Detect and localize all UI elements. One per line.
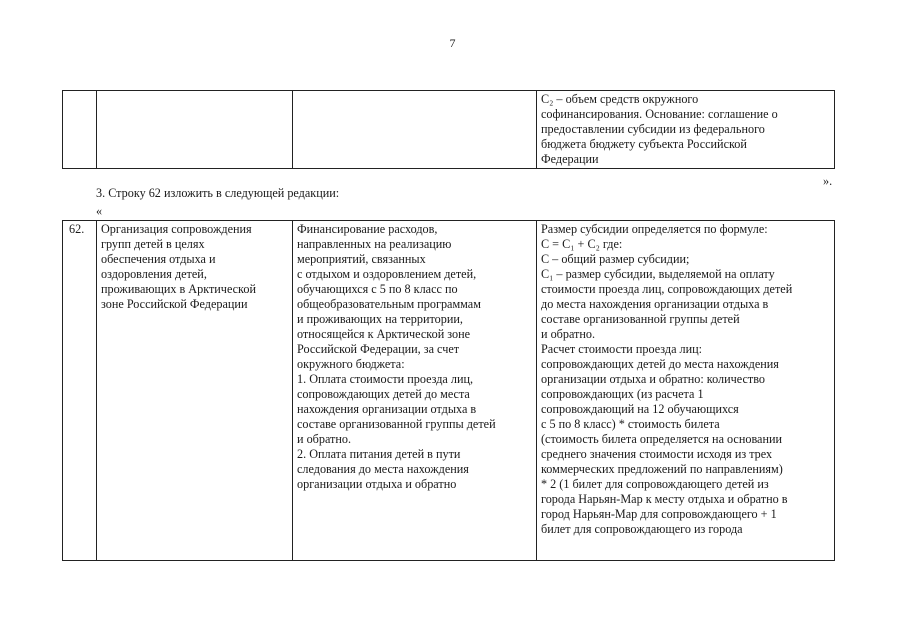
instruction-text: 3. Строку 62 изложить в следующей редакции:: [96, 186, 340, 200]
text-line: 2. Оплата питания детей в пути: [297, 447, 461, 461]
text-line: с отдыхом и оздоровлением детей,: [297, 267, 477, 281]
text-line: предоставлении субсидии из федерального: [541, 122, 765, 136]
text-line: организации отдыха и обратно: [297, 477, 457, 491]
closing-quote: ».: [823, 174, 833, 188]
table-row: [63, 221, 835, 561]
text-line: нахождения организации отдыха в: [297, 402, 477, 416]
cell-name: [97, 91, 293, 169]
text-line: С – общий размер субсидии;: [541, 252, 690, 266]
text-line: Размер субсидии определяется по формуле:: [541, 222, 768, 236]
text-line: сопровождающий на 12 обучающихся: [541, 402, 739, 416]
text-line: (стоимость билета определяется на основании: [541, 432, 783, 446]
text-line: относящейся к Арктической зоне: [297, 327, 471, 341]
text-line: Организация сопровождения: [101, 222, 252, 236]
text-line: мероприятий, связанных: [297, 252, 426, 266]
text-line: Расчет стоимости проезда лиц:: [541, 342, 703, 356]
text-line: сопровождающих детей до места: [297, 387, 470, 401]
text-line: города Нарьян-Мар к месту отдыха и обратно в: [541, 492, 788, 506]
text-line: и обратно.: [297, 432, 352, 446]
text-line: зоне Российской Федерации: [101, 297, 248, 311]
cell-description: [293, 221, 537, 561]
text-line: С₁ – размер субсидии, выделяемой на оплату: [541, 267, 775, 281]
continuation-table: [62, 90, 835, 169]
text-line: софинансирования. Основание: соглашение о: [541, 107, 778, 121]
text-line: среднего значения стоимости исходя из трех: [541, 447, 773, 461]
cell-number: 62.: [63, 221, 97, 561]
text-line: * 2 (1 билет для сопровождающего детей из: [541, 477, 769, 491]
text-line: билет для сопровождающего из города: [541, 522, 743, 536]
table-row: [63, 91, 835, 169]
text-line: и проживающих на территории,: [297, 312, 463, 326]
text-line: и обратно.: [541, 327, 596, 341]
text-line: Российской Федерации, за счет: [297, 342, 460, 356]
text-line: направленных на реализацию: [297, 237, 452, 251]
text-line: составе организованной группы детей: [297, 417, 496, 431]
text-line: 1. Оплата стоимости проезда лиц,: [297, 372, 474, 386]
text-line: следования до места нахождения: [297, 462, 469, 476]
cell-name: [97, 221, 293, 561]
text-line: обеспечения отдыха и: [101, 252, 216, 266]
text-line: групп детей в целях: [101, 237, 205, 251]
text-line: коммерческих предложений по направлениям): [541, 462, 783, 476]
opening-quote: «: [96, 204, 103, 218]
text-line: с 5 по 8 класс) * стоимость билета: [541, 417, 720, 431]
text-line: Финансирование расходов,: [297, 222, 438, 236]
text-line: окружного бюджета:: [297, 357, 405, 371]
text-line: обучающихся с 5 по 8 класс по: [297, 282, 458, 296]
text-line: Федерации: [541, 152, 599, 166]
cell-formula: [537, 221, 835, 561]
text-line: город Нарьян-Мар для сопровождающего + 1: [541, 507, 777, 521]
text-line: сопровождающих (из расчета 1: [541, 387, 704, 401]
cell-formula: [537, 91, 835, 169]
text-line: С = С₁ + С₂ где:: [541, 237, 623, 251]
page-number: 7: [449, 36, 456, 50]
cell-description: [293, 91, 537, 169]
text-line: сопровождающих детей до места нахождения: [541, 357, 779, 371]
text-line: стоимости проезда лиц, сопровождающих детей: [541, 282, 793, 296]
text-line: составе организованной группы детей: [541, 312, 740, 326]
text-line: до места нахождения организации отдыха в: [541, 297, 769, 311]
cell-number: [63, 91, 97, 169]
text-line: общеобразовательным программам: [297, 297, 481, 311]
text-line: бюджета бюджету субъекта Российской: [541, 137, 747, 151]
text-line: C₂ – объем средств окружного: [541, 92, 699, 106]
text-line: организации отдыха и обратно: количество: [541, 372, 765, 386]
text-line: оздоровления детей,: [101, 267, 207, 281]
text-line: проживающих в Арктической: [101, 282, 256, 296]
row-62-table: [62, 220, 835, 561]
